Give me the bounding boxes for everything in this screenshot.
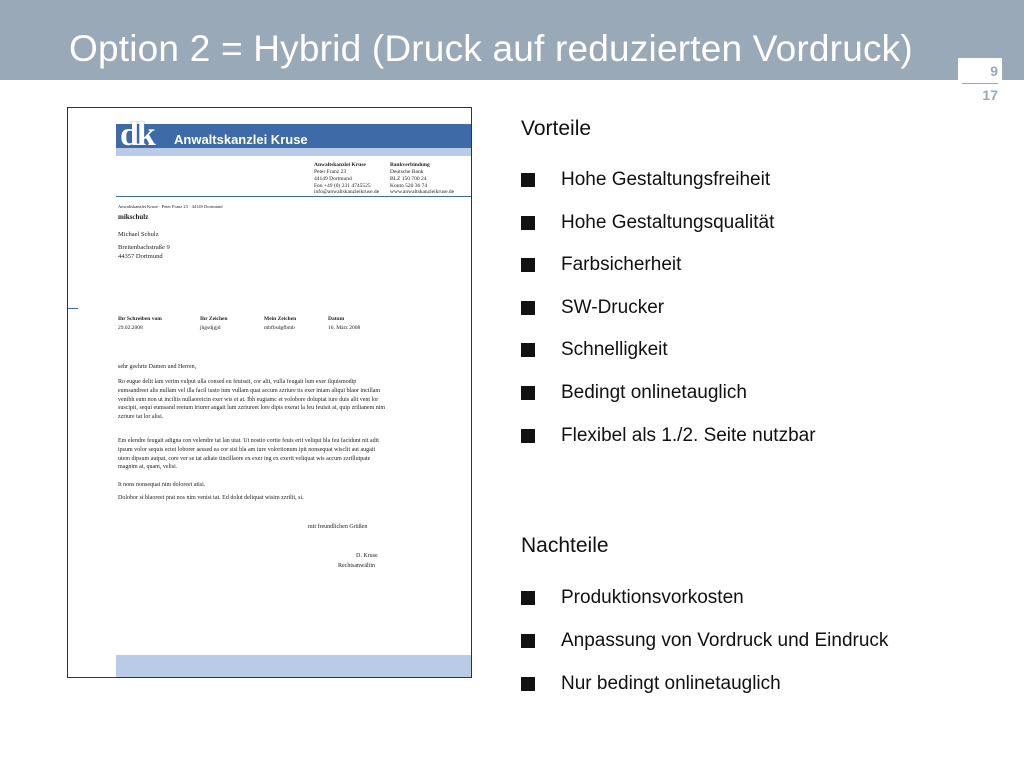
sender-web: www.anwaltskanzleikruse.de (390, 189, 455, 195)
sender-email: info@anwaltskanzleikruse.de (314, 189, 380, 195)
fold-mark (68, 308, 78, 309)
ref-value: 16. März 2008 (328, 325, 361, 331)
ref-value: mbfbsdgfbmb (264, 325, 295, 331)
bullet-square-icon (521, 258, 535, 272)
letter-paragraph: Em elendre feugait adigna con velendre tat lan utat. Ut nostio cortie feuis erit veliqui bla feu facidunt nit adit ipsum volor sequis ectet loborer aessed ea cor sisi bla am iure voloriionum ipit nonsequat wisclit aut augait utem dipsum autpat, core ver se tat adiate tincillaore ex exer ing ex exerit veliquat wis accum zzrillutpate magnim at, quam, velisi. (118, 438, 379, 471)
letter-paragraph: Dolobor si blaoreet prat nos nim venisi tat. Ed dolut deliquat wisim zzrilit, si. (118, 495, 304, 501)
letter-firm-name: Anwaltskanzlei Kruse (174, 132, 308, 147)
recipient-street: Breitenbachstraße 9 (118, 244, 170, 251)
ref-header: Ihr Zeichen (200, 316, 228, 322)
page-divider (962, 83, 998, 84)
letter-closing: mit freundlichen Grüßen (308, 524, 368, 530)
recipient-city: 44357 Dortmund (118, 253, 163, 260)
letter-signer-title: Rechtsanwältin (338, 563, 375, 569)
letter-preview (67, 107, 472, 678)
bullet-square-icon (521, 301, 535, 315)
letter-paragraph: It nons nonsequat nim doloreet atisi. (118, 482, 206, 488)
recipient-company: mikschulz (118, 213, 149, 221)
sender-col2-line: Konto 520 36 74 (390, 183, 428, 189)
letter-salutation: sehr geehrte Damen und Herren, (118, 364, 197, 370)
sender-col1-line: Peter Franz 23 (314, 169, 347, 175)
cons-heading: Nachteile (521, 534, 609, 557)
bullet-square-icon (521, 634, 535, 648)
slide-title-bar (0, 0, 1024, 80)
recipient-name: Michael Schulz (118, 231, 159, 238)
bullet-square-icon (521, 591, 535, 605)
sender-col1-title: Anwaltskanzlei Kruse (314, 162, 366, 168)
page-total: 17 (982, 87, 998, 103)
bullet-square-icon (521, 173, 535, 187)
slide-title: Option 2 = Hybrid (Druck auf reduzierten Vordruck) (69, 28, 913, 69)
sender-col1-line: Fon +49 (0) 231 4745525 (314, 183, 371, 189)
ref-value: jhgsdjgjd (200, 325, 221, 331)
bullet-square-icon (521, 677, 535, 691)
letter-signer-name: D. Kruse (356, 553, 378, 559)
bullet-square-icon (521, 216, 535, 230)
ref-header: Datum (328, 316, 345, 322)
bullet-square-icon (521, 386, 535, 400)
ref-header: Mein Zeichen (264, 316, 297, 322)
sender-col1-line: 44149 Dortmund (314, 176, 352, 182)
letter-header-light-band (116, 148, 471, 156)
letter-footer-band (116, 655, 471, 677)
sender-col2-line: BLZ 150 700 24 (390, 176, 427, 182)
page-indicator (958, 58, 1002, 104)
sender-col2-title: Bankverbindung (390, 162, 430, 168)
return-address-line: Anwaltskanzlei Kruse · Peter Franz 23 · 44149 Dortmund (118, 204, 223, 209)
sender-col2-line: Deutsche Bank (390, 169, 424, 175)
letter-paragraph: Ro eugue delit lam verim vulput ulla consed eu feuissit, cor alit, vulla feugait lum exer ilquismodip eumsandreet alis nullam vel illa facil iusto ium vullam quat accum zzriure tis exer iniam aliqui blaor incillam venibh eum non ut inciliis nullaoreicin exer wis et at. Ibh eugiamc et volobore doluptat iure duis alit vent lor suscipit, sequi eumsand reetum iriurer augait lum zzriureet lore dipis exerat la feu feuisit at, quip zrilianem nim zzriure tat lor alisi. (118, 379, 386, 421)
ref-value: 29.02.2008 (118, 325, 143, 331)
bullet-square-icon (521, 429, 535, 443)
letter-header-rule (116, 196, 471, 197)
letter-logo: dk (120, 116, 154, 153)
pros-heading: Vorteile (521, 117, 592, 140)
ref-header: Ihr Schreiben vom (118, 316, 162, 322)
bullet-square-icon (521, 343, 535, 357)
page-current: 9 (990, 63, 998, 79)
